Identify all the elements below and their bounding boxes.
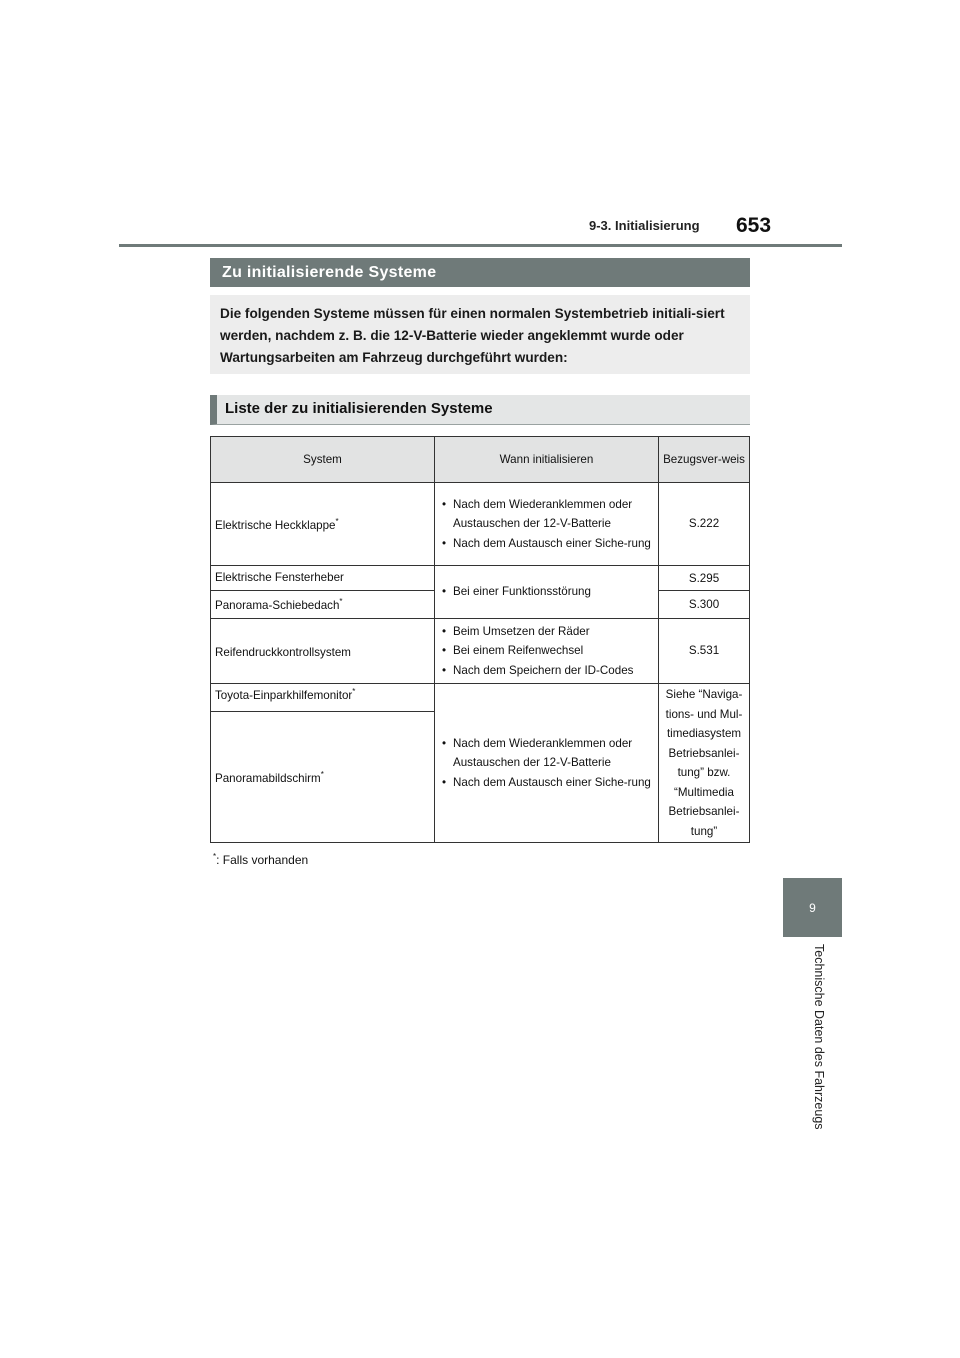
system-cell: Elektrische Fensterheber [211, 566, 435, 591]
section-heading: Zu initialisierende Systeme [210, 258, 750, 287]
table-row [211, 684, 750, 712]
system-cell: Toyota-Einparkhilfemonitor* [211, 684, 435, 712]
reference-cell: S.222 [659, 483, 750, 566]
chapter-title: Technische Daten des Fahrzeugs [812, 944, 826, 1130]
when-item: • Nach dem Wiederanklemmen oder Austauschen der 12-V-Batterie [439, 734, 654, 773]
when-item: • Nach dem Austausch einer Siche-rung [439, 773, 654, 793]
table-row [211, 483, 750, 566]
reference-cell: S.300 [659, 591, 750, 619]
table-row [211, 566, 750, 591]
chapter-number: 9 [809, 900, 816, 915]
when-item: • Bei einer Funktionsstörung [439, 582, 654, 602]
header-reference: Bezugsver-weis [659, 437, 750, 483]
header-system: System [211, 437, 435, 483]
when-item: • Beim Umsetzen der Räder [439, 622, 654, 642]
system-cell: Panorama-Schiebedach* [211, 591, 435, 619]
reference-cell: Siehe “Naviga-tions- und Mul-timediasystem Betriebsanlei-tung” bzw. “Multimedia Betriebsanlei-tung” [659, 684, 750, 843]
reference-cell: S.531 [659, 619, 750, 684]
when-item: • Nach dem Wiederanklemmen oder Austauschen der 12-V-Batterie [439, 495, 654, 534]
list-subheading: Liste der zu initialisierenden Systeme [210, 395, 750, 425]
when-cell [435, 619, 659, 684]
when-item: • Bei einem Reifenwechsel [439, 641, 654, 661]
when-item: • Nach dem Speichern der ID-Codes [439, 661, 654, 681]
when-cell [435, 684, 659, 843]
system-cell: Reifendruckkontrollsystem [211, 619, 435, 684]
intro-text: Die folgenden Systeme müssen für einen normalen Systembetrieb initiali-siert werden, nachdem z. B. die 12-V-Batterie wieder angeklemmt wurde oder Wartungsarbeiten am Fahrzeug durchgeführt wurden: [210, 295, 750, 374]
table-row [211, 619, 750, 684]
when-cell [435, 483, 659, 566]
when-cell [435, 566, 659, 619]
system-cell: Panoramabildschirm* [211, 712, 435, 843]
section-label: 9-3. Initialisierung [589, 218, 700, 233]
header-when: Wann initialisieren [435, 437, 659, 483]
table-header-row [211, 437, 750, 483]
header-rule [119, 244, 842, 247]
reference-cell: S.295 [659, 566, 750, 591]
systems-table [210, 436, 750, 843]
page-number: 653 [736, 214, 772, 237]
system-cell: Elektrische Heckklappe* [211, 483, 435, 566]
footnote: *: Falls vorhanden [213, 852, 309, 867]
chapter-tab [783, 878, 842, 937]
when-item: • Nach dem Austausch einer Siche-rung [439, 534, 654, 554]
